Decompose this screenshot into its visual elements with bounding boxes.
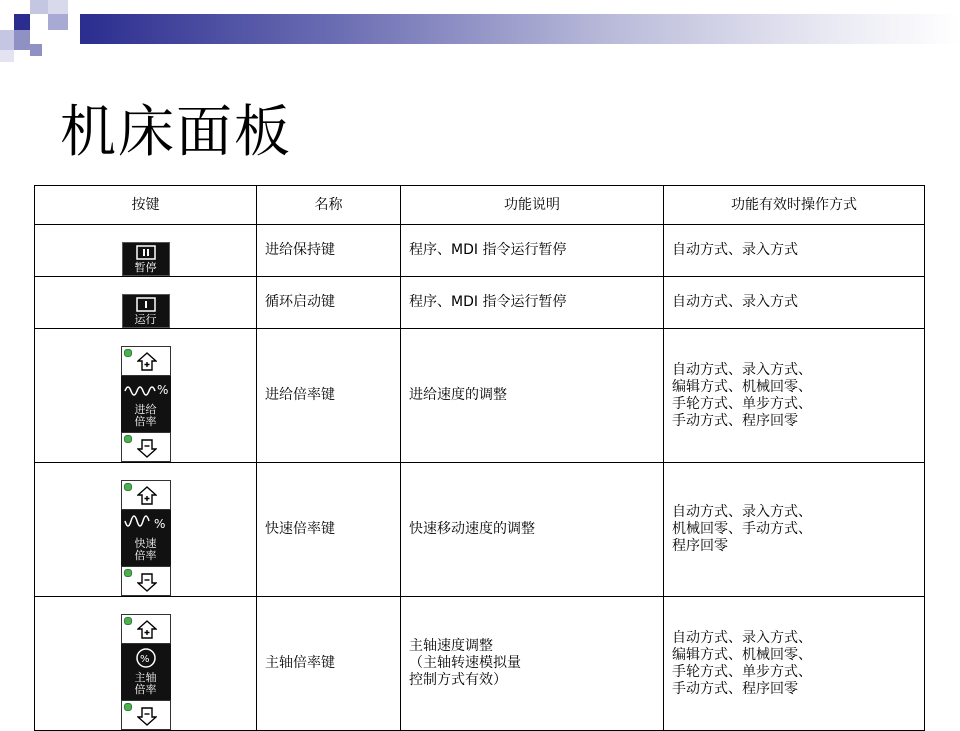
rapid-wave-icon	[123, 513, 169, 533]
feed-override-up-button[interactable]	[121, 346, 171, 376]
decor-square	[30, 44, 42, 56]
table-row	[35, 329, 925, 463]
indicator-light	[124, 349, 132, 357]
spindle-override-label-panel	[121, 644, 171, 700]
decor-square	[30, 0, 48, 14]
key-label: 快速 倍率	[134, 537, 157, 562]
decor-square	[48, 0, 68, 14]
key-function: 快速移动速度的调整	[401, 463, 664, 597]
decor-square	[14, 14, 30, 30]
table-row	[35, 277, 925, 329]
cycle-start-key[interactable]	[122, 294, 170, 328]
svg-text:%: %	[153, 517, 165, 531]
key-label: 运行	[134, 313, 157, 326]
feed-wave-icon	[123, 379, 169, 399]
key-modes: 自动方式、录入方式、 机械回零、手动方式、 程序回零	[664, 463, 925, 597]
indicator-light	[124, 483, 132, 491]
decor-square	[0, 50, 14, 62]
svg-text:%: %	[156, 383, 168, 397]
table-row	[35, 463, 925, 597]
indicator-light	[124, 617, 132, 625]
table-header-row	[35, 186, 925, 225]
spindle-override-keys	[121, 614, 171, 730]
svg-text:%: %	[139, 654, 150, 665]
key-modes: 自动方式、录入方式	[664, 277, 925, 329]
arrow-up-icon	[137, 620, 157, 640]
rapid-override-up-button[interactable]	[121, 480, 171, 510]
table-row	[35, 597, 925, 731]
title-band	[80, 14, 960, 44]
spindle-override-down-button[interactable]	[121, 700, 171, 730]
key-name: 进给保持键	[257, 225, 401, 277]
indicator-light	[124, 435, 132, 443]
key-cell	[35, 277, 257, 329]
arrow-down-icon	[137, 572, 157, 592]
key-name: 进给倍率键	[257, 329, 401, 463]
decor-square	[48, 14, 68, 30]
rapid-override-keys	[121, 480, 171, 596]
key-cell	[35, 329, 257, 463]
header-function: 功能说明	[401, 186, 664, 225]
spindle-percent-icon	[123, 647, 169, 671]
key-function: 程序、MDI 指令运行暂停	[401, 277, 664, 329]
key-modes: 自动方式、录入方式、 编辑方式、机械回零、 手轮方式、单步方式、 手动方式、程序回零	[664, 597, 925, 731]
key-table	[34, 185, 925, 731]
key-function: 进给速度的调整	[401, 329, 664, 463]
feed-override-label-panel	[121, 376, 171, 432]
rapid-override-label-panel	[121, 510, 171, 566]
key-function: 主轴速度调整 （主轴转速模拟量 控制方式有效）	[401, 597, 664, 731]
key-name: 快速倍率键	[257, 463, 401, 597]
key-function: 程序、MDI 指令运行暂停	[401, 225, 664, 277]
feed-override-down-button[interactable]	[121, 432, 171, 462]
arrow-up-icon	[137, 352, 157, 372]
key-label: 主轴 倍率	[134, 671, 157, 696]
page-title: 机床面板	[60, 100, 292, 165]
key-cell	[35, 225, 257, 277]
feed-hold-key[interactable]	[122, 242, 170, 276]
arrow-up-icon	[137, 486, 157, 506]
key-modes: 自动方式、录入方式	[664, 225, 925, 277]
key-modes: 自动方式、录入方式、 编辑方式、机械回零、 手轮方式、单步方式、 手动方式、程序回零	[664, 329, 925, 463]
feed-override-keys	[121, 346, 171, 462]
key-cell	[35, 597, 257, 731]
arrow-down-icon	[137, 438, 157, 458]
header-modes: 功能有效时操作方式	[664, 186, 925, 225]
indicator-light	[124, 569, 132, 577]
decor-square	[0, 30, 14, 50]
header-name: 名称	[257, 186, 401, 225]
spindle-override-up-button[interactable]	[121, 614, 171, 644]
indicator-light	[124, 703, 132, 711]
header-key: 按键	[35, 186, 257, 225]
key-name: 循环启动键	[257, 277, 401, 329]
key-name: 主轴倍率键	[257, 597, 401, 731]
arrow-down-icon	[137, 706, 157, 726]
decor-square	[14, 30, 30, 50]
rapid-override-down-button[interactable]	[121, 566, 171, 596]
key-label: 进给 倍率	[134, 403, 157, 428]
key-cell	[35, 463, 257, 597]
key-label: 暂停	[134, 261, 157, 274]
table-row	[35, 225, 925, 277]
